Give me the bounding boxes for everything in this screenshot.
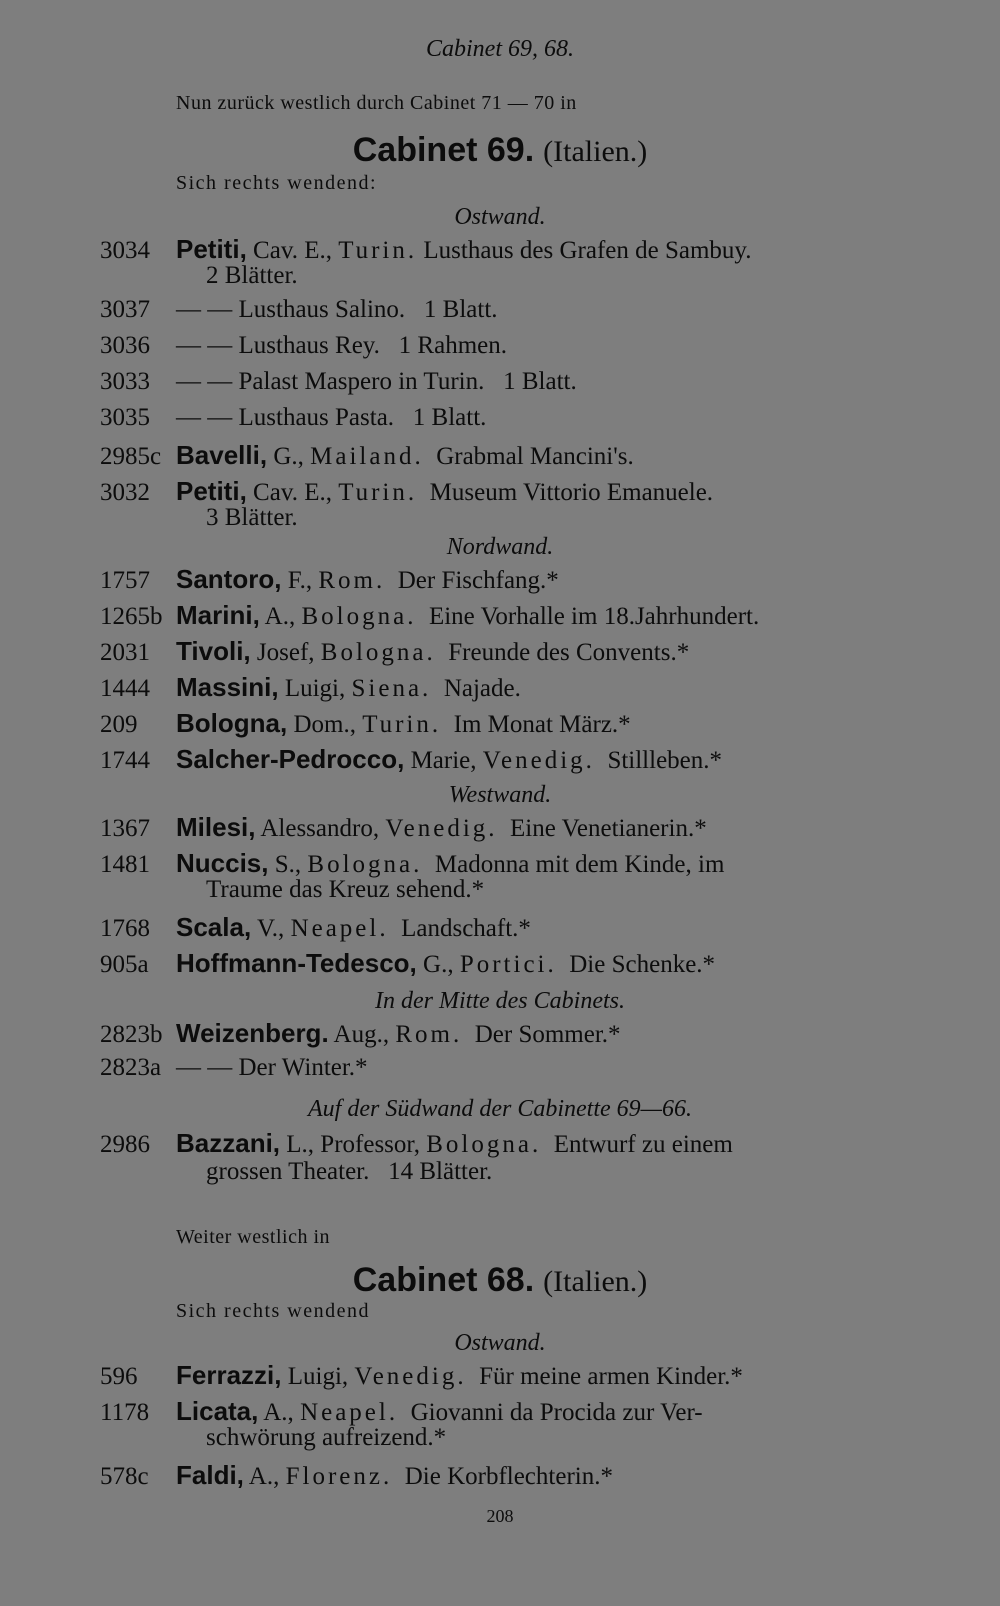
intro-cabinet-68: Weiter westlich in: [176, 1226, 331, 1248]
wall-heading-mitte: In der Mitte des Cabinets.: [375, 988, 625, 1014]
catalogue-entry-3036: 3036 — — Lusthaus Rey. 1 Rahmen.: [100, 332, 507, 359]
catalogue-entry-3034-continuation: 2 Blätter.: [206, 262, 298, 289]
turn-instruction-68: Sich rechts wendend: [176, 1300, 371, 1322]
catalogue-entry-578c: 578c Faldi, A., Florenz. Die Korbflechterin.*: [100, 1460, 613, 1490]
catalogue-entry-3033: 3033 — — Palast Maspero in Turin. 1 Blatt.: [100, 368, 577, 395]
catalogue-entry-2031: 2031 Tivoli, Josef, Bologna. Freunde des Convents.*: [100, 636, 690, 666]
catalogue-entry-2823a: 2823a — — Der Winter.*: [100, 1054, 368, 1081]
catalogue-entry-1367: 1367 Milesi, Alessandro, Venedig. Eine Venetianerin.*: [100, 812, 707, 842]
running-header: Cabinet 69, 68.: [426, 36, 574, 62]
catalogue-entry-1757: 1757 Santoro, F., Rom. Der Fischfang.*: [100, 564, 559, 594]
cabinet-68-heading: [0, 1258, 1000, 1300]
page-number: 208: [486, 1506, 514, 1526]
catalogue-entry-1265b: 1265b Marini, A., Bologna. Eine Vorhalle im 18.Jahrhundert.: [100, 600, 760, 630]
catalogue-entry-1744: 1744 Salcher-Pedrocco, Marie, Venedig. Stillleben.*: [100, 744, 723, 774]
intro-cabinet-69: Nun zurück westlich durch Cabinet 71 — 70 in: [176, 92, 577, 114]
catalogue-entry-3035: 3035 — — Lusthaus Pasta. 1 Blatt.: [100, 404, 487, 431]
catalogue-entry-1481: 1481 Nuccis, S., Bologna. Madonna mit dem Kinde, im: [100, 848, 725, 878]
catalogue-entry-3037: 3037 — — Lusthaus Salino. 1 Blatt.: [100, 296, 498, 323]
catalogue-entry-3034: 3034 Petiti, Cav. E., Turin. Lusthaus des Grafen de Sambuy.: [100, 234, 752, 264]
cabinet-69-heading: [0, 128, 1000, 170]
catalogue-entry-1178: 1178 Licata, A., Neapel. Giovanni da Procida zur Ver-: [100, 1396, 703, 1426]
cabinet-68-country: (Italien.): [543, 1265, 648, 1298]
catalogue-entry-2823b: 2823b Weizenberg. Aug., Rom. Der Sommer.*: [100, 1018, 621, 1048]
cabinet-69-country: (Italien.): [543, 135, 648, 168]
catalogue-entry-905a: 905a Hoffmann-Tedesco, G., Portici. Die Schenke.*: [100, 948, 716, 978]
catalogue-entry-2985c: 2985c Bavelli, G., Mailand. Grabmal Mancini's.: [100, 440, 634, 470]
cabinet-68-number: Cabinet 68.: [352, 1261, 535, 1299]
wall-heading-suedwand: Auf der Südwand der Cabinette 69—66.: [308, 1096, 692, 1122]
catalogue-entry-3032: 3032 Petiti, Cav. E., Turin. Museum Vittorio Emanuele.: [100, 476, 714, 506]
catalogue-entry-3032-continuation: 3 Blätter.: [206, 504, 298, 531]
wall-heading-nordwand: Nordwand.: [446, 534, 554, 560]
catalogue-entry-1768: 1768 Scala, V., Neapel. Landschaft.*: [100, 912, 531, 942]
catalogue-entry-596: 596 Ferrazzi, Luigi, Venedig. Für meine armen Kinder.*: [100, 1360, 743, 1390]
wall-heading-ostwand-68: Ostwand.: [454, 1330, 546, 1356]
catalogue-entry-1178-continuation: schwörung aufreizend.*: [206, 1424, 447, 1451]
catalogue-entry-2986-continuation: grossen Theater. 14 Blätter.: [206, 1158, 493, 1185]
catalogue-entry-1444: 1444 Massini, Luigi, Siena. Najade.: [100, 672, 521, 702]
turn-instruction-69: Sich rechts wendend:: [176, 172, 378, 194]
cabinet-69-number: Cabinet 69.: [352, 131, 535, 169]
wall-heading-ostwand-69: Ostwand.: [454, 204, 546, 230]
catalogue-entry-209: 209 Bologna, Dom., Turin. Im Monat März.*: [100, 708, 631, 738]
catalogue-entry-2986: 2986 Bazzani, L., Professor, Bologna. Entwurf zu einem: [100, 1128, 733, 1158]
wall-heading-westwand: Westwand.: [448, 782, 552, 808]
catalogue-entry-1481-continuation: Traume das Kreuz sehend.*: [206, 876, 485, 903]
